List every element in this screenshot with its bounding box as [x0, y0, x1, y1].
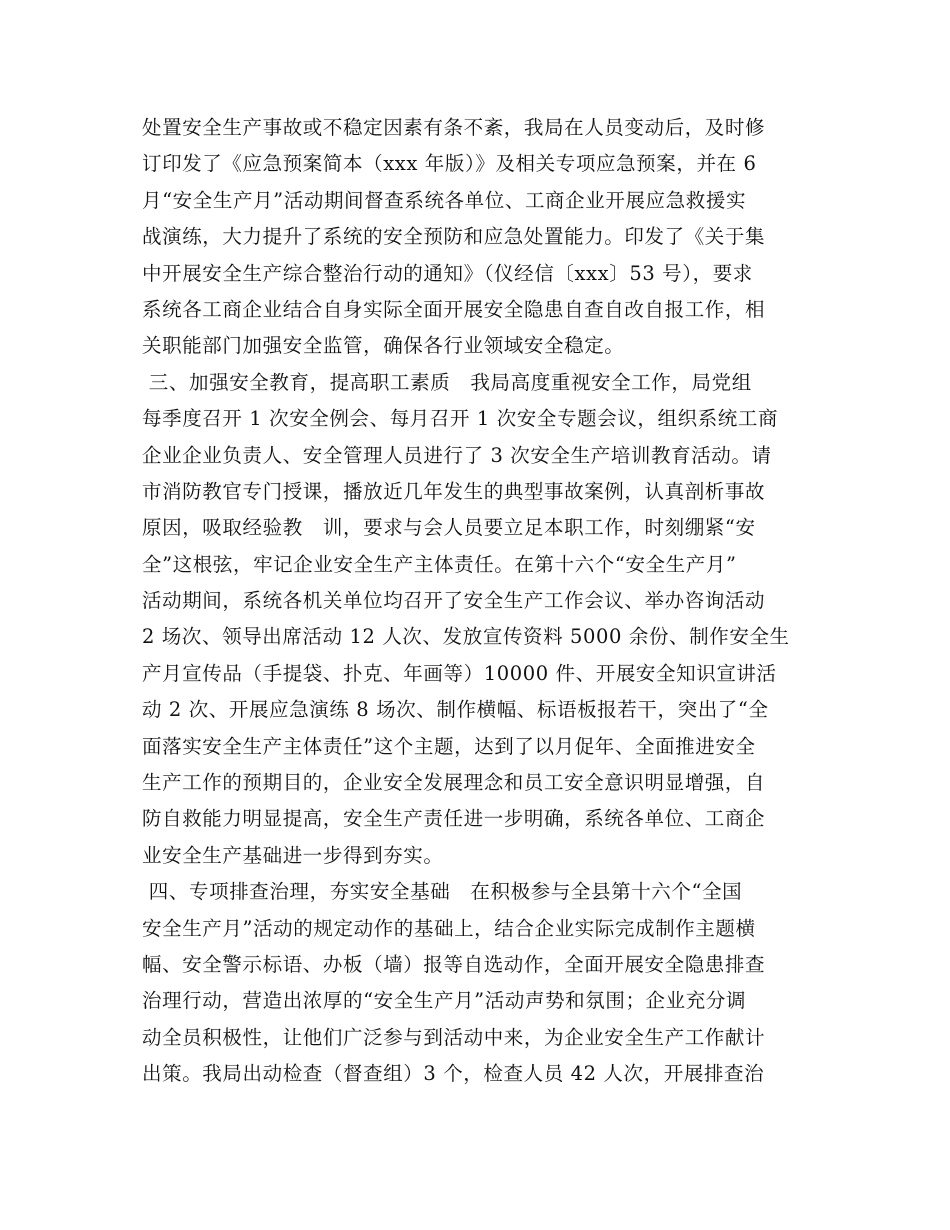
section-heading-line: 三、加强安全教育，提高职工素质 我局高度重视安全工作，局党组: [142, 370, 752, 394]
text-line: 月“安全生产月”活动期间督查系统各单位、工商企业开展应急救援实: [142, 188, 747, 212]
text-line: 中开展安全生产综合整治行动的通知》（仪经信〔xxx〕53 号），要求: [142, 261, 753, 285]
text-line: 业安全生产基础进一步得到夯实。: [142, 843, 444, 867]
text-line: 生产工作的预期目的，企业安全发展理念和员工安全意识明显增强，自: [142, 771, 766, 795]
text-line: 原因，吸取经验教 训，要求与会人员要立足本职工作，时刻绷紧“安: [142, 516, 756, 540]
text-line: 治理行动，营造出浓厚的“安全生产月”活动声势和氛围；企业充分调: [142, 989, 747, 1013]
text-line: 幅、安全警示标语、办板（墙）报等自选动作，全面开展安全隐患排查: [142, 952, 766, 976]
text-line: 活动期间，系统各机关单位均召开了安全生产工作会议、举办咨询活动: [142, 589, 766, 613]
text-line: 面落实安全生产主体责任”这个主题，达到了以月促年、全面推进安全: [142, 734, 756, 758]
text-line: 全”这根弦，牢记企业安全生产主体责任。在第十六个“安全生产月”: [142, 552, 737, 576]
text-line: 2 场次、领导出席活动 12 人次、发放宣传资料 5000 余份、制作安全生: [142, 625, 790, 649]
text-line: 市消防教官专门授课，播放近几年发生的典型事故案例，认真剖析事故: [142, 479, 766, 503]
text-line: 动 2 次、开展应急演练 8 场次、制作横幅、标语板报若干，突出了“全: [142, 698, 769, 722]
text-line: 战演练，大力提升了系统的安全预防和应急处置能力。印发了《关于集: [142, 225, 766, 249]
text-line: 防自救能力明显提高，安全生产责任进一步明确，系统各单位、工商企: [142, 807, 766, 831]
text-line: 每季度召开 1 次安全例会、每月召开 1 次安全专题会议，组织系统工商: [142, 407, 779, 431]
text-line: 安全生产月”活动的规定动作的基础上，结合企业实际完成制作主题横: [142, 916, 756, 940]
text-line: 产月宣传品（手提袋、扑克、年画等）10000 件、开展安全知识宣讲活: [142, 661, 777, 685]
text-line: 出策。我局出动检查（督查组）3 个，检查人员 42 人次，开展排查治: [142, 1062, 765, 1086]
text-line: 关职能部门加强安全监管，确保各行业领域安全稳定。: [142, 334, 625, 358]
text-line: 动全员积极性，让他们广泛参与到活动中来，为企业安全生产工作献计: [142, 1025, 766, 1049]
section-heading-line: 四、专项排查治理，夯实安全基础 在积极参与全县第十六个“全国: [142, 880, 743, 904]
text-line: 系统各工商企业结合自身实际全面开展安全隐患自查自改自报工作，相: [142, 297, 766, 321]
text-line: 订印发了《应急预案简本（xxx 年版）》及相关专项应急预案，并在 6: [142, 152, 757, 176]
document-body: [142, 110, 822, 1093]
text-line: 处置安全生产事故或不稳定因素有条不紊，我局在人员变动后，及时修: [142, 116, 766, 139]
text-line: 企业企业负责人、安全管理人员进行了 3 次安全生产培训教育活动。请: [142, 443, 772, 467]
